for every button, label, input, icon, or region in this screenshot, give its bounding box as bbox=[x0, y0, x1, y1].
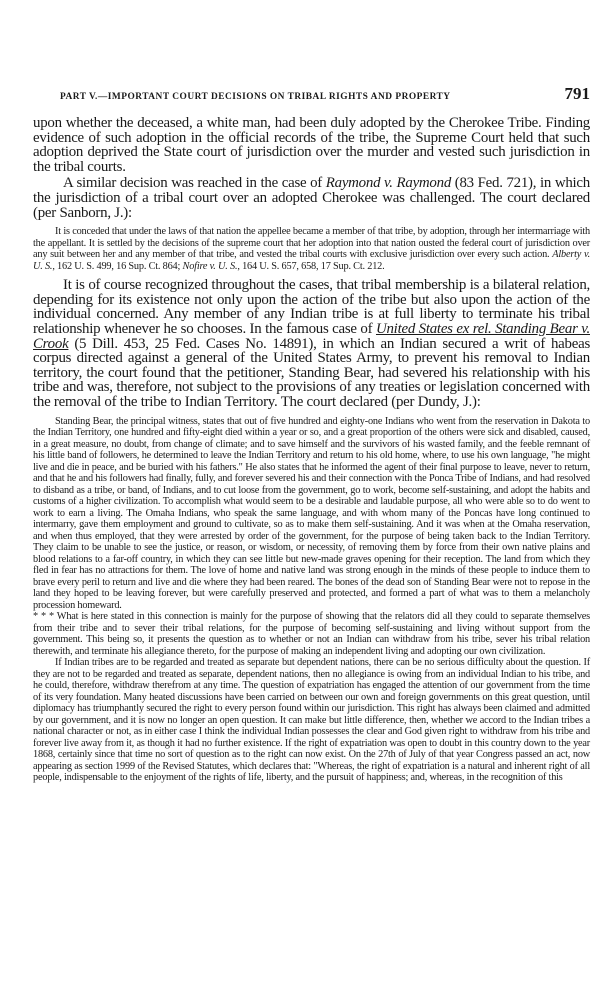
paragraph-3-text-a: It is of course recognized throughout the cases, that tribal membership is a bilateral relation, depending for its existence not only upon the action of the tribe but also upon the action of the individual concerned. Any member of any Indian tribe is at full liberty to terminate his tribal relationship whenever he so chooses. In the famous case of bbox=[33, 277, 590, 337]
paragraph-1: upon whether the deceased, a white man, had been duly adopted by the Cherokee Tribe. Finding evidence of such adoption in the official records of the tribe, the Supreme Court held that such adoption deprived the State court of jurisdiction over the murder and vested such jurisdiction in the tribal courts. bbox=[33, 115, 590, 175]
block-quote-1-text-c: , 164 U. S. 657, 658, 17 Sup. Ct. 212. bbox=[237, 260, 385, 272]
page-number: 791 bbox=[564, 84, 590, 103]
block-quote-1-text-b: , 162 U. S. 499, 16 Sup. Ct. 864; bbox=[52, 260, 183, 272]
paragraph-3 bbox=[33, 278, 590, 409]
block-quote-3: * * * What is here stated in this connection is mainly for the purpose of showing that the relators did all they could to separate themselves from their tribe and to sever their tribal relations, for the purpose of becoming self-sustaining and living without support from the government. This being so, it presents the question as to whether or not an Indian can withdraw from his tribe, sever his tribal relation therewith, and terminate his allegiance thereto, for the purpose of making an independent living and adopting our own civilization. bbox=[33, 611, 590, 657]
running-head: PART V.—IMPORTANT COURT DECISIONS ON TRIBAL RIGHTS AND PROPERTY bbox=[60, 92, 451, 102]
paragraph-2 bbox=[33, 176, 590, 220]
paragraph-3-text-b: (5 Dill. 453, 25 Fed. Cases No. 14891), in which an Indian secured a writ of habeas corpus directed against a general of the United States Army, to prevent his removal to Indian territory, the court found that the petitioner, Standing Bear, had severed his relationship with his tribe and was, therefore, not subject to the provisions of any treaties or legislation concerned with the removal of the tribe to Indian Territory. The court declared (per Dundy, J.): bbox=[33, 335, 590, 410]
case-citation-standing-bear: United States ex rel. Standing Bear v. Crook bbox=[33, 320, 590, 352]
paragraph-2-text-b: (83 Fed. 721), in which the jurisdiction of a tribal court over an adopted Cherokee was challenged. The court declared (per Sanborn, J.): bbox=[33, 175, 590, 221]
block-quote-4: If Indian tribes are to be regarded and treated as separate but dependent nations, there can be no serious difficulty about the question. If they are not to be regarded and treated as separate, dependent nations, then no allegiance is owing from an individual Indian to his tribe, and he could, therefore, withdraw therefrom at any time. The question of expatriation has engaged the attention of our government from the time of its very foundation. Many heated discussions have been carried on between our own and foreign governments on this great question, until diplomacy has triumphantly secured the right to every person found within our jurisdiction. This right has always been claimed and admitted by our government, and it is now no longer an open question. It can make but little difference, then, whether we accord to the Indian tribes a national character or not, as in either case I think the individual Indian possesses the clear and God given right to withdraw from his tribe and forever live away from it, as though it had no further existence. If the right of expatriation was open to doubt in this country down to the year 1868, certainly since that time no sort of question as to the right can now exist. On the 27th of July of that year Congress passed an act, now appearing as section 1999 of the Revised Statutes, which declares that: "Whereas, the right of expatriation is a natural and inherent right of all people, indispensable to the enjoyment of the rights of life, liberty, and the pursuit of happiness; and, whereas, in the recognition of this bbox=[33, 657, 590, 783]
page-header bbox=[60, 84, 590, 108]
case-citation-alberty: Alberty v. U. S. bbox=[33, 249, 590, 272]
case-citation-raymond: Raymond v. Raymond bbox=[325, 175, 452, 192]
block-quote-1-text-a: It is conceded that under the laws of that nation the appellee became a member of that tribe, by adoption, through her intermarriage with the appellant. It is settled by the decisions of the supreme court that her adoption into that nation ousted the federal court of jurisdiction over any suit between her and any member of that tribe, and vested the tribal courts with exclusive jurisdiction over every such action. bbox=[33, 226, 590, 261]
case-citation-nofire: Nofire v. U. S. bbox=[182, 260, 238, 272]
block-quote-2: Standing Bear, the principal witness, states that out of five hundred and eighty-one Indians who went from the reservation in Dakota to the Indian Territory, one hundred and fifty-eight died within a year or so, and a great proportion of the others were sick and disabled, caused, in a great measure, no doubt, from change of climate; and to save himself and the survivors of his wasted family, and the feeble remnant of his little band of followers, he determined to leave the Indian Territory and return to his old home, where, to use his own language, "he might live and die in peace, and be buried with his fathers." He also states that he informed the agent of their final purpose to leave, never to return, and that he and his followers had finally, fully, and forever severed his and their connection with the Ponca Tribe of Indians, and had resolved to disband as a tribe, or band, of Indians, and to cut loose from the government, go to work, become self-sustaining, and adopt the habits and customs of a higher civilization. To accomplish what would seem to be a desirable and laudable purpose, all who were able so to do went to work to earn a living. The Omaha Indians, who speak the same language, and with whom many of the Poncas have long continued to intermarry, gave them employment and ground to cultivate, so as to make them self-sustaining. And it was when at the Omaha reservation, and when thus employed, that they were arrested by order of the government, for the purpose of being taken back to the Indian Territory. They claim to be unable to see the justice, or reason, or wisdom, or necessity, of removing them by force from their own native plains and blood relations to a far-off country, in which they can see little but new-made graves opening for their reception. The land from which they fled in fear has no attractions for them. The love of home and native land was strong enough in the minds of these people to induce them to brave every peril to return and live and die where they had been reared. The bones of the dead son of Standing Bear were not to repose in the land they hoped to be leaving forever, but were carefully preserved and protected, and formed a part of what was to them a melancholy procession homeward. bbox=[33, 415, 590, 611]
paragraph-2-text-a: A similar decision was reached in the case of bbox=[63, 175, 326, 192]
block-quote-1 bbox=[33, 226, 590, 272]
page-body bbox=[33, 116, 590, 784]
